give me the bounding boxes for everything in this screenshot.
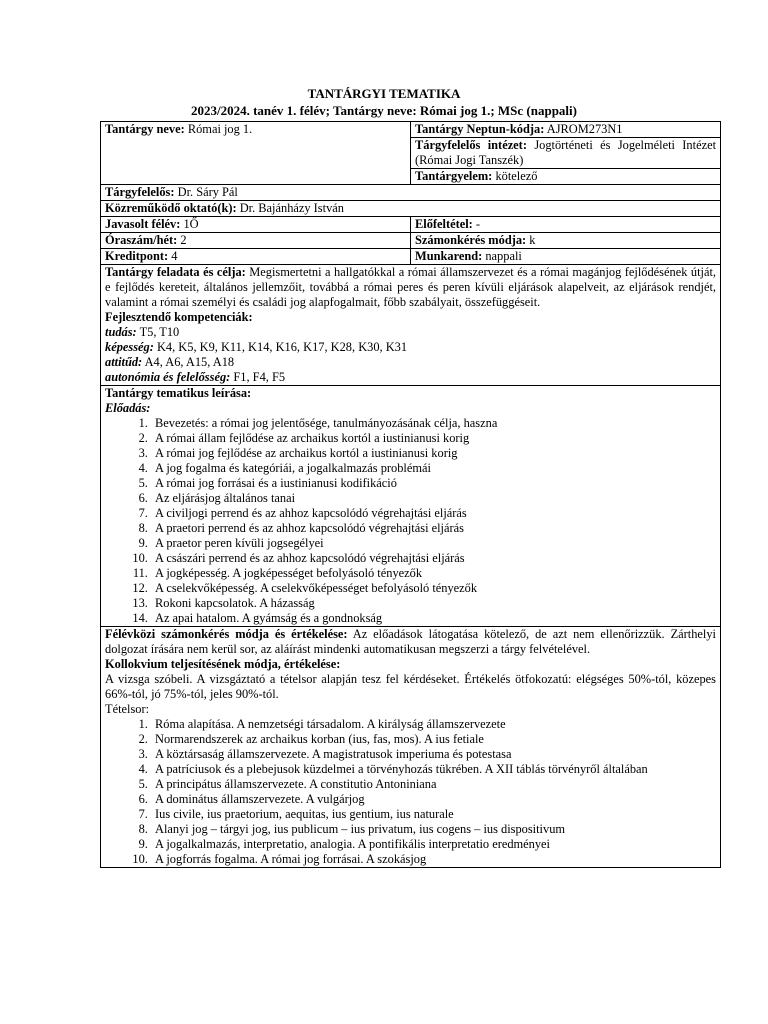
credit-value: 4	[171, 249, 178, 263]
exam-type-cell	[411, 233, 721, 249]
lecture-item: 10. A császári perrend és az ahhoz kapcsolódó végrehajtási eljárás	[151, 551, 716, 566]
schedule-cell	[411, 249, 721, 265]
responsible-label: Tárgyfelelős:	[105, 185, 175, 199]
lecture-item: 5. A római jog forrásai és a iustinianusi kodifikáció	[151, 476, 716, 491]
knowledge-value: T5, T10	[139, 325, 180, 339]
course-task-text: Megismertetni a hallgatókkal a római államszervezet és a római magánjog fejlődésének útját, e fejlődés kereteit, általános jellemzőit, továbbá a római peres és peren kívüli eljárások alapelveit, az eljárások rendjét, valamint a római személyi és családi jog alapfogalmait, főbb szabályait, összefüggéseit.	[105, 265, 716, 309]
lecture-item: 8. A praetori perrend és az ahhoz kapcsolódó végrehajtási eljárás	[151, 521, 716, 536]
competency-autonomy	[105, 370, 716, 385]
exam-topic-item: 8. Alanyi jog – tárgyi jog, ius publicum – ius privatum, ius cogens – ius dispositivum	[151, 822, 716, 837]
neptun-value: AJROM273N1	[546, 122, 623, 136]
course-element-value: kötelező	[495, 169, 538, 183]
lecture-list	[105, 416, 716, 626]
colloquium-text: A vizsga szóbeli. A vizsgáztató a tételsor alapján tesz fel kérdéseket. Értékelés ötfokozatú: elégséges 50%-tól, közepes 66%-tól, jó 75%-tól, jeles 90%-tól.	[105, 672, 716, 701]
hours-cell	[101, 233, 411, 249]
institute-cell	[411, 138, 721, 169]
thematic-heading: Tantárgy tematikus leírása:	[105, 386, 252, 400]
course-name-label: Tantárgy neve:	[105, 122, 185, 136]
credit-cell	[101, 249, 411, 265]
midterm-text: Az előadások látogatása kötelező, de azt nem ellenőrizzük. Zárthelyi dolgozat írására nem kerül sor, az aláírást mindenki automatikusan megszerzi a tárgy felvételével.	[105, 627, 716, 656]
competency-knowledge	[105, 325, 716, 340]
exam-topic-list	[105, 717, 716, 867]
task-and-competencies-cell	[101, 265, 721, 386]
attitude-value: A4, A6, A15, A18	[144, 355, 235, 369]
knowledge-label: tudás:	[105, 325, 137, 339]
autonomy-label: autonómia és felelősség:	[105, 370, 231, 384]
competencies-heading: Fejlesztendő kompetenciák:	[105, 310, 253, 324]
assessment-cell	[101, 627, 721, 868]
schedule-label: Munkarend:	[415, 249, 483, 263]
topics-heading: Tételsor:	[105, 702, 150, 716]
lecture-item: 2. A római állam fejlődése az archaikus kortól a iustinianusi korig	[151, 431, 716, 446]
exam-topic-item: 4. A patríciusok és a plebejusok küzdelmei a törvényhozás tükrében. A XII táblás törvényről általában	[151, 762, 716, 777]
lecture-item: 9. A praetor peren kívüli jogsegélyei	[151, 536, 716, 551]
course-name-value: Római jog 1.	[187, 122, 253, 136]
exam-topic-item: 1. Róma alapítása. A nemzetségi társadalom. A királyság államszervezete	[151, 717, 716, 732]
lecture-item: 14. Az apai hatalom. A gyámság és a gondnokság	[151, 611, 716, 626]
skill-label: képesség:	[105, 340, 154, 354]
exam-topic-item: 7. Ius civile, ius praetorium, aequitas, ius gentium, ius naturale	[151, 807, 716, 822]
prereq-label: Előfeltétel:	[415, 217, 473, 231]
institute-label: Tárgyfelelős intézet:	[415, 138, 527, 152]
lecture-item: 1. Bevezetés: a római jog jelentősége, tanulmányozásának célja, haszna	[151, 416, 716, 431]
lecture-heading: Előadás:	[105, 401, 151, 415]
skill-value: K4, K5, K9, K11, K14, K16, K17, K28, K30, K31	[156, 340, 408, 354]
exam-type-value: k	[529, 233, 536, 247]
neptun-cell	[411, 122, 721, 138]
teacher-value: Dr. Bajánházy István	[239, 201, 344, 215]
teacher-cell	[101, 201, 721, 217]
responsible-value: Dr. Sáry Pál	[177, 185, 238, 199]
teacher-label: Közreműködő oktató(k):	[105, 201, 237, 215]
exam-topic-item: 9. A jogalkalmazás, interpretatio, analogia. A pontifikális interpretatio eredményei	[151, 837, 716, 852]
lecture-item: 12. A cselekvőképesség. A cselekvőképességet befolyásoló tényezők	[151, 581, 716, 596]
page-title: TANTÁRGYI TEMATIKA	[307, 86, 461, 101]
thematic-cell	[101, 386, 721, 627]
exam-topic-item: 10. A jogforrás fogalma. A római jog forrásai. A szokásjog	[151, 852, 716, 867]
lecture-item: 11. A jogképesség. A jogképességet befolyásoló tényezők	[151, 566, 716, 581]
attitude-label: attitűd:	[105, 355, 143, 369]
midterm-label: Félévközi számonkérés módja és értékelése:	[105, 627, 348, 641]
page-subtitle: 2023/2024. tanév 1. félév; Tantárgy neve: Római jog 1.; MSc (nappali)	[190, 103, 577, 118]
semester-label: Javasolt félév:	[105, 217, 181, 231]
prereq-cell	[411, 217, 721, 233]
midterm-assessment	[105, 627, 716, 657]
hours-value: 2	[180, 233, 187, 247]
competency-attitude	[105, 355, 716, 370]
exam-topic-item: 2. Normarendszerek az archaikus korban (ius, fas, mos). A ius fetiale	[151, 732, 716, 747]
responsible-cell	[101, 185, 721, 201]
lecture-item: 4. A jog fogalma és kategóriái, a jogalkalmazás problémái	[151, 461, 716, 476]
prereq-value: -	[475, 217, 481, 231]
lecture-item: 3. A római jog fejlődése az archaikus kortól a iustinianusi korig	[151, 446, 716, 461]
schedule-value: nappali	[485, 249, 522, 263]
course-task	[105, 265, 716, 310]
lecture-item: 7. A civiljogi perrend és az ahhoz kapcsolódó végrehajtási eljárás	[151, 506, 716, 521]
institute-value: Jogtörténeti és Jogelméleti Intézet (Római Jogi Tanszék)	[415, 138, 717, 167]
credit-label: Kreditpont:	[105, 249, 169, 263]
hours-label: Óraszám/hét:	[105, 233, 178, 247]
neptun-label: Tantárgy Neptun-kódja:	[415, 122, 545, 136]
lecture-item: 6. Az eljárásjog általános tanai	[151, 491, 716, 506]
course-name-cell	[101, 122, 411, 185]
course-element-label: Tantárgyelem:	[415, 169, 493, 183]
syllabus-table	[100, 121, 721, 868]
course-task-label: Tantárgy feladata és célja:	[105, 265, 246, 279]
exam-type-label: Számonkérés módja:	[415, 233, 527, 247]
exam-topic-item: 6. A dominátus államszervezete. A vulgárjog	[151, 792, 716, 807]
course-element-cell	[411, 169, 721, 185]
exam-topic-item: 5. A principátus államszervezete. A constitutio Antoniniana	[151, 777, 716, 792]
course-row	[101, 122, 721, 138]
competency-skill	[105, 340, 716, 355]
semester-cell	[101, 217, 411, 233]
exam-topic-item: 3. A köztársaság államszervezete. A magistratusok imperiuma és potestasa	[151, 747, 716, 762]
lecture-item: 13. Rokoni kapcsolatok. A házasság	[151, 596, 716, 611]
semester-value: 1Ő	[183, 217, 199, 231]
autonomy-value: F1, F4, F5	[233, 370, 286, 384]
colloquium-heading: Kollokvium teljesítésének módja, értékelése:	[105, 657, 341, 671]
